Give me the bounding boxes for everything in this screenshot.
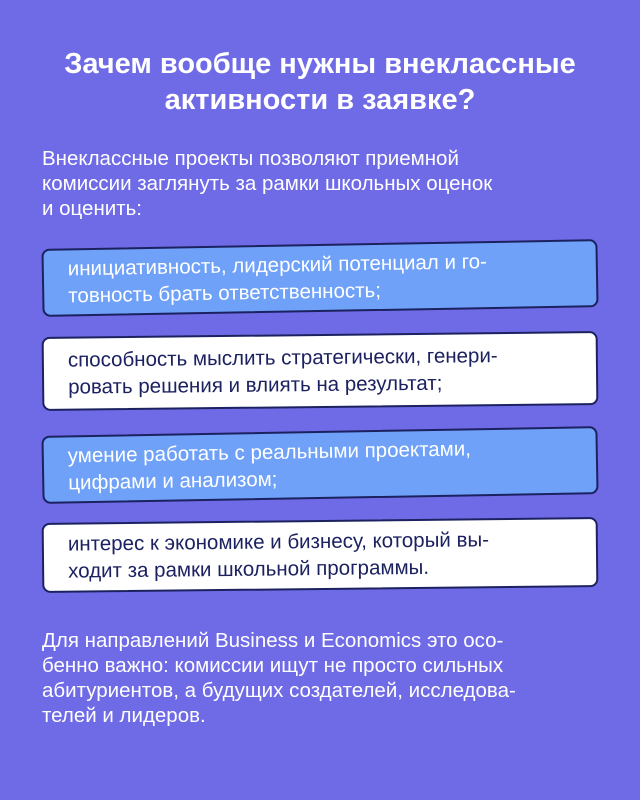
- outro-line: Для направлений Business и Economics это осо-: [42, 629, 504, 652]
- outro-paragraph: [42, 628, 602, 728]
- list-item-line: умение работать с реальными проектами,: [67, 437, 472, 468]
- list-item-interest: [42, 517, 599, 593]
- outro-line: бенно важно: комиссии ищут не просто сильных: [42, 654, 504, 677]
- list-item-line: цифрами и анализом;: [68, 467, 278, 495]
- list-item-line: инициативность, лидерский потенциал и го-: [67, 250, 488, 281]
- intro-paragraph: [42, 146, 602, 221]
- page-title: [20, 46, 620, 118]
- outro-line: абитуриентов, а будущих создателей, исследова-: [42, 679, 516, 702]
- list-item-line: способность мыслить стратегически, генери-: [67, 344, 498, 372]
- list-item-strategy: [42, 331, 599, 411]
- list-item-initiative: [41, 239, 598, 317]
- intro-line: Внеклассные проекты позволяют приемной: [42, 147, 459, 170]
- intro-line: комиссии заглянуть за рамки школьных оценок: [42, 172, 493, 195]
- list-item-line: интерес к экономике и бизнесу, который вы-: [67, 528, 490, 556]
- list-item-line: ровать решения и влиять на результат;: [68, 371, 443, 399]
- list-item-projects: [41, 426, 598, 504]
- title-line: активности в заявке?: [164, 84, 476, 116]
- list-item-line: товность брать ответственность;: [68, 278, 382, 308]
- title-line: Зачем вообще нужны внеклассные: [64, 48, 576, 80]
- list-item-line: ходит за рамки школьной программы.: [68, 555, 430, 583]
- outro-line: телей и лидеров.: [42, 704, 206, 727]
- intro-line: и оценить:: [42, 197, 142, 220]
